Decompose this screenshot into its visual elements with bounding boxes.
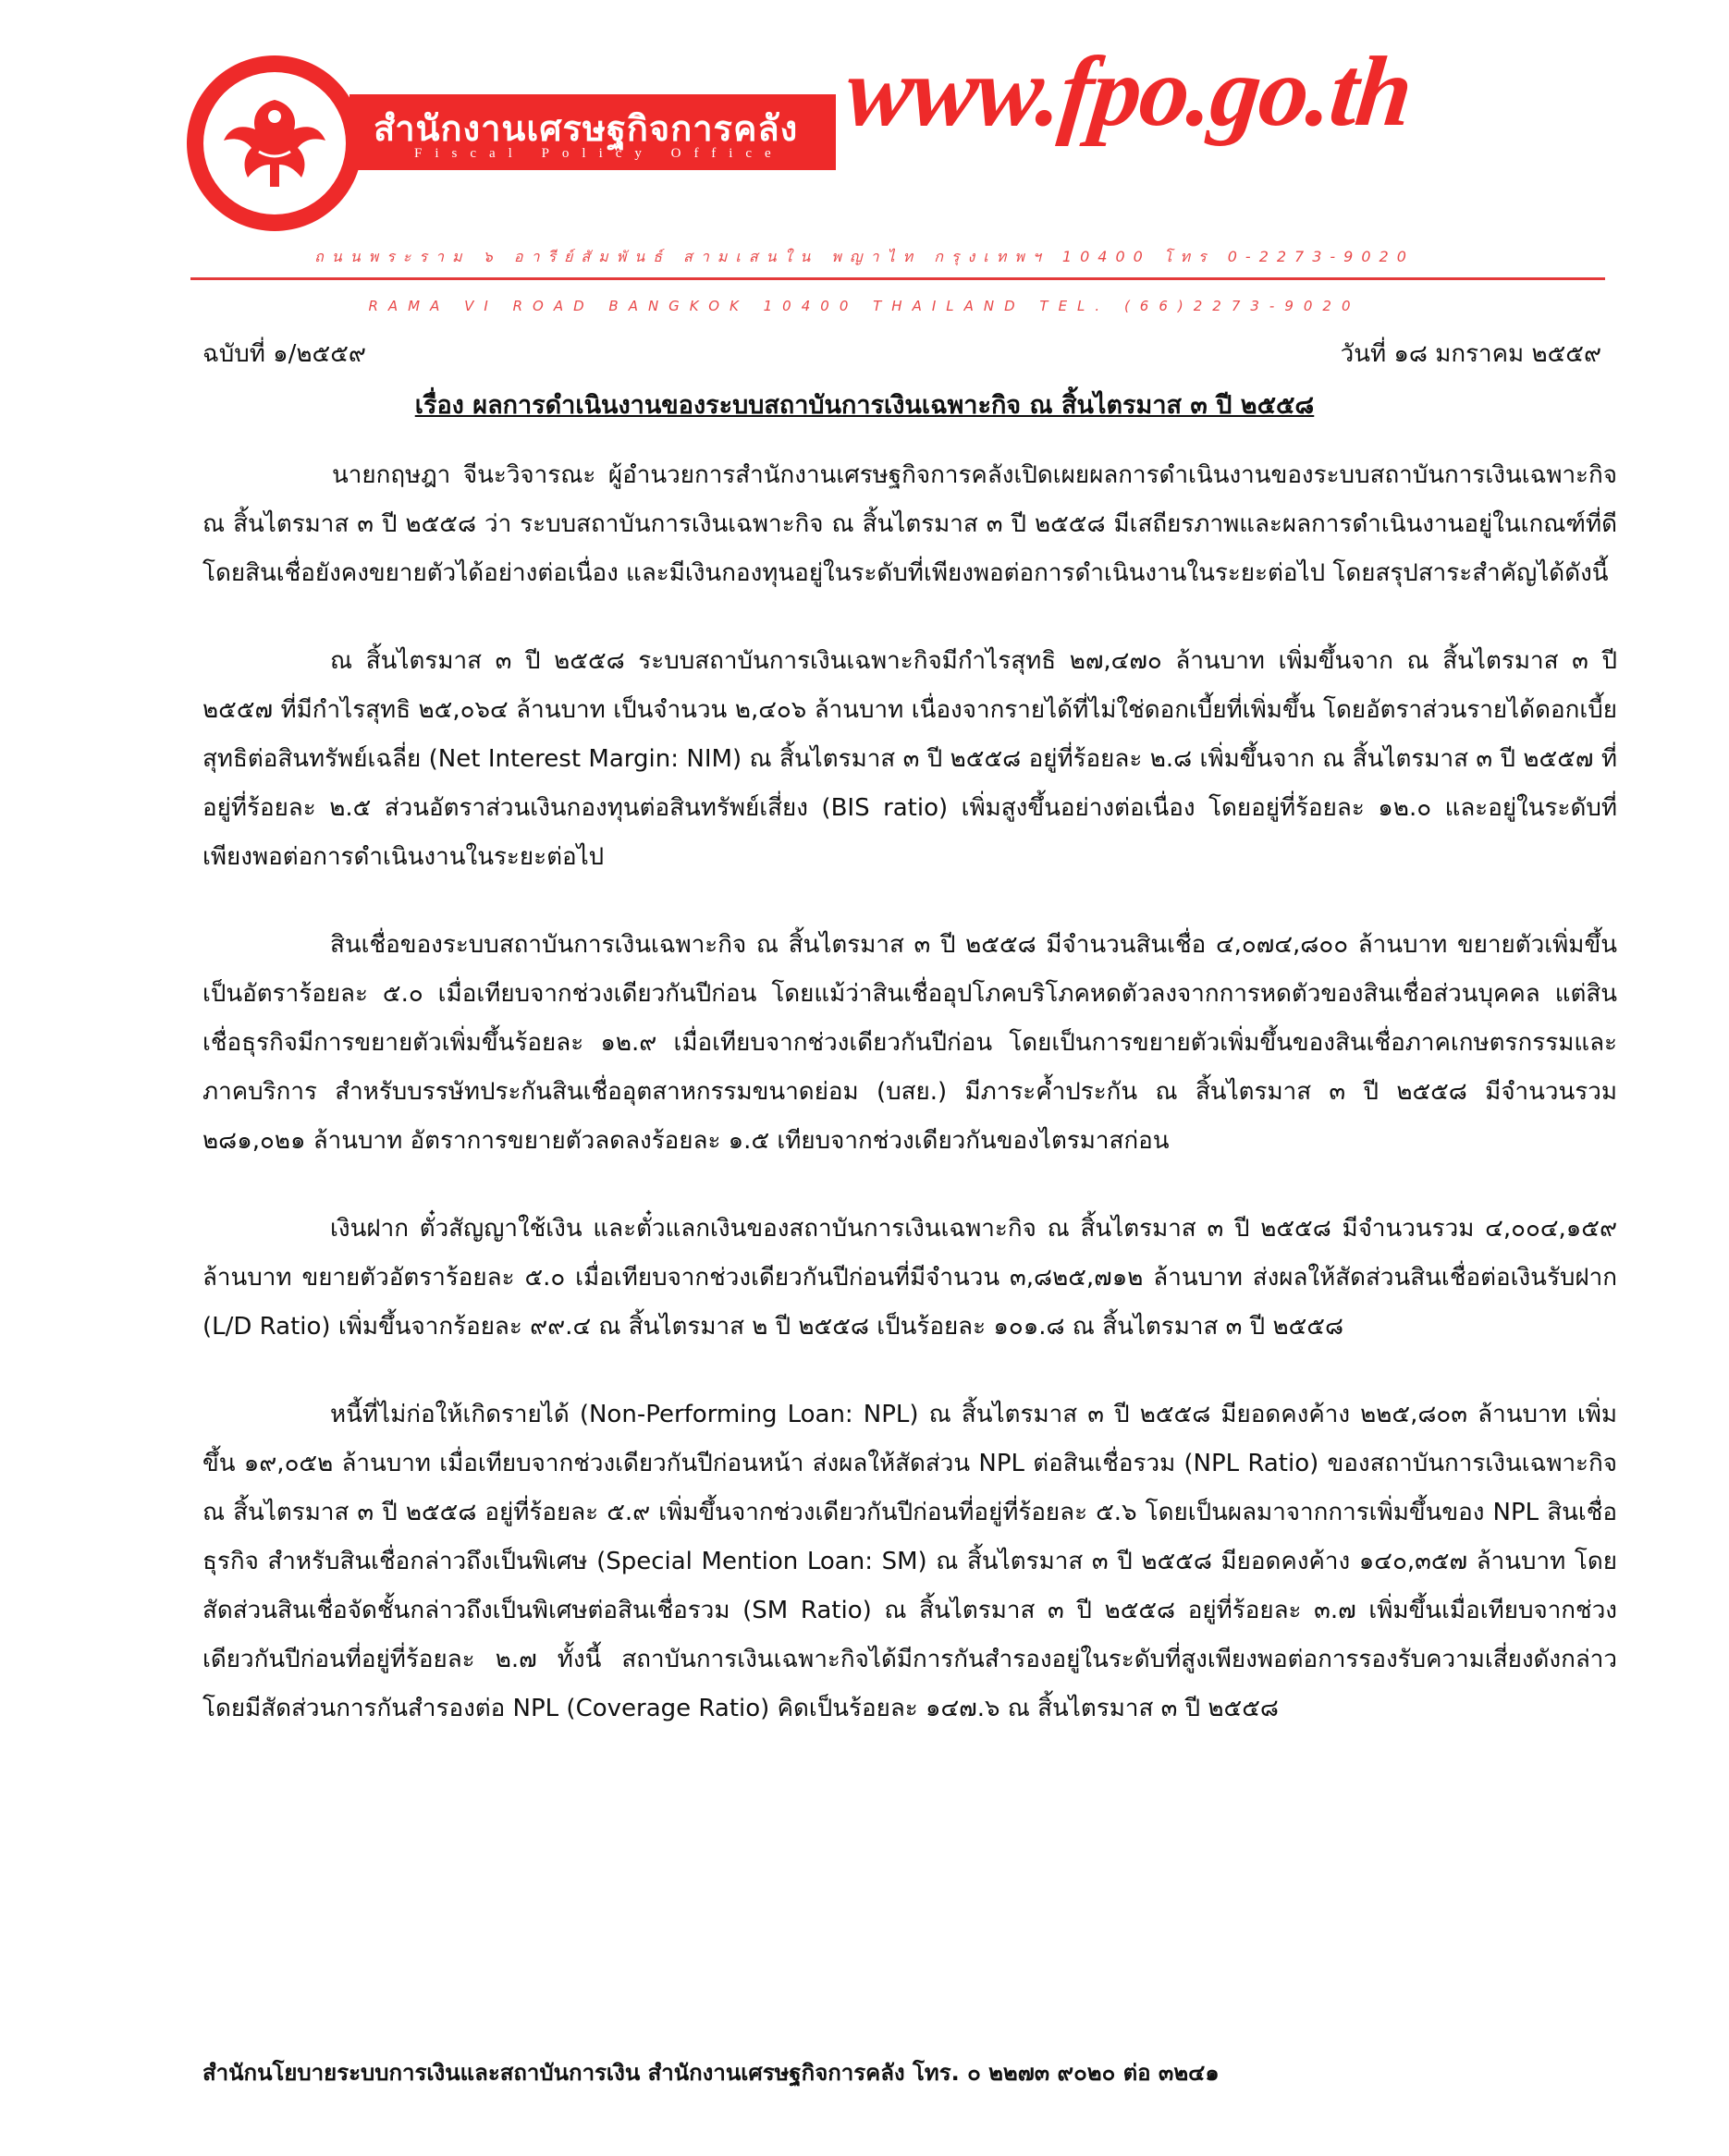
issue-date: วันที่ ๑๘ มกราคม ๒๕๕๙ [1340,340,1601,368]
garuda-icon [203,72,346,214]
paragraph-profit: ณ สิ้นไตรมาส ๓ ปี ๒๕๕๘ ระบบสถาบันการเงินเฉพาะกิจมีกำไรสุทธิ ๒๗,๔๗๐ ล้านบาท เพิ่มขึ้นจาก ณ สิ้นไตรมาส ๓ ปี ๒๕๕๗ ที่มีกำไรสุทธิ ๒๕,๐๖๔ ล้านบาท เป็นจำนวน ๒,๔๐๖ ล้านบาท เนื่องจากรายได้ที่ไม่ใช่ดอกเบี้ยที่เพิ่มขึ้น โดยอัตราส่วนรายได้ดอกเบี้ยสุทธิต่อสินทรัพย์เฉลี่ย (Net Interest Margin: NIM) ณ สิ้นไตรมาส ๓ ปี ๒๕๕๘ อยู่ที่ร้อยละ ๒.๘ เพิ่มขึ้นจาก ณ สิ้นไตรมาส ๓ ปี ๒๕๕๗ ที่อยู่ที่ร้อยละ ๒.๕ ส่วนอัตราส่วนเงินกองทุนต่อสินทรัพย์เสี่ยง (BIS ratio) เพิ่มสูงขึ้นอย่างต่อเนื่อง โดยอยู่ที่ร้อยละ ๑๒.๐ และอยู่ในระดับที่เพียงพอต่อการดำเนินงานในระยะต่อไป [202,647,1617,871]
footer-contact: สำนักนโยบายระบบการเงินและสถาบันการเงิน สำนักงานเศรษฐกิจการคลัง โทร. ๐ ๒๒๗๓ ๙๐๒๐ ต่อ ๓๒๔๑ [202,2060,1220,2086]
document-body [202,451,1617,1772]
org-name-thai: สำนักงานเศรษฐกิจการคลัง [374,108,799,149]
website-url: www.fpo.go.th [840,37,1416,147]
org-banner [349,94,836,170]
paragraph-npl: หนี้ที่ไม่ก่อให้เกิดรายได้ (Non-Performing Loan: NPL) ณ สิ้นไตรมาส ๓ ปี ๒๕๕๘ มียอดคงค้าง ๒๒๕,๘๐๓ ล้านบาท เพิ่มขึ้น ๑๙,๐๕๒ ล้านบาท เมื่อเทียบจากช่วงเดียวกันปีก่อนหน้า ส่งผลให้สัดส่วน NPL ต่อสินเชื่อรวม (NPL Ratio) ของสถาบันการเงินเฉพาะกิจ ณ สิ้นไตรมาส ๓ ปี ๒๕๕๘ อยู่ที่ร้อยละ ๕.๙ เพิ่มขึ้นจากช่วงเดียวกันปีก่อนที่อยู่ที่ร้อยละ ๕.๖ โดยเป็นผลมาจากการเพิ่มขึ้นของ NPL สินเชื่อธุรกิจ สำหรับสินเชื่อกล่าวถึงเป็นพิเศษ (Special Mention Loan: SM) ณ สิ้นไตรมาส ๓ ปี ๒๕๕๘ มียอดคงค้าง ๑๔๐,๓๕๗ ล้านบาท โดยสัดส่วนสินเชื่อจัดชั้นกล่าวถึงเป็นพิเศษต่อสินเชื่อรวม (SM Ratio) ณ สิ้นไตรมาส ๓ ปี ๒๕๕๘ อยู่ที่ร้อยละ ๓.๗ เพิ่มขึ้นเมื่อเทียบจากช่วงเดียวกันปีก่อนที่อยู่ที่ร้อยละ ๒.๗ ทั้งนี้ สถาบันการเงินเฉพาะกิจได้มีการกันสำรองอยู่ในระดับที่สูงเพียงพอต่อการรองรับความเสี่ยงดังกล่าว โดยมีสัดส่วนการกันสำรองต่อ NPL (Coverage Ratio) คิดเป็นร้อยละ ๑๔๗.๖ ณ สิ้นไตรมาส ๓ ปี ๒๕๕๘ [202,1401,1617,1722]
document-subject: เรื่อง ผลการดำเนินงานของระบบสถาบันการเงินเฉพาะกิจ ณ สิ้นไตรมาส ๓ ปี ๒๕๕๘ [414,391,1315,420]
address-english: RAMA VI ROAD BANGKOK 10400 THAILAND TEL. (66)2273-9020 [368,298,1361,314]
org-name-english: Fiscal Policy Office [414,146,784,161]
address-thai: ถนนพระราม ๖ อารีย์สัมพันธ์ สามเสนใน พญาไท กรุงเทพฯ 10400 โทร 0-2273-9020 [314,248,1415,265]
paragraph-intro: นายกฤษฎา จีนะวิจารณะ ผู้อำนวยการสำนักงานเศรษฐกิจการคลังเปิดเผยผลการดำเนินงานของระบบสถาบันการเงินเฉพาะกิจ ณ สิ้นไตรมาส ๓ ปี ๒๕๕๘ ว่า ระบบสถาบันการเงินเฉพาะกิจ ณ สิ้นไตรมาส ๓ ปี ๒๕๕๘ มีเสถียรภาพและผลการดำเนินงานอยู่ในเกณฑ์ที่ดี โดยสินเชื่อยังคงขยายตัวได้อย่างต่อเนื่อง และมีเงินกองทุนอยู่ในระดับที่เพียงพอต่อการดำเนินงานในระยะต่อไป โดยสรุปสาระสำคัญได้ดังนี้ [202,461,1617,587]
fpo-logo [187,55,362,231]
issue-number: ฉบับที่ ๑/๒๕๕๙ [202,340,366,368]
paragraph-deposits: เงินฝาก ตั๋วสัญญาใช้เงิน และตั๋วแลกเงินของสถาบันการเงินเฉพาะกิจ ณ สิ้นไตรมาส ๓ ปี ๒๕๕๘ มีจำนวนรวม ๔,๐๐๔,๑๕๙ ล้านบาท ขยายตัวอัตราร้อยละ ๕.๐ เมื่อเทียบจากช่วงเดียวกันปีก่อนที่มีจำนวน ๓,๘๒๕,๗๑๒ ล้านบาท ส่งผลให้สัดส่วนสินเชื่อต่อเงินรับฝาก (L/D Ratio) เพิ่มขึ้นจากร้อยละ ๙๙.๔ ณ สิ้นไตรมาส ๒ ปี ๒๕๕๘ เป็นร้อยละ ๑๐๑.๘ ณ สิ้นไตรมาส ๓ ปี ๒๕๕๘ [202,1215,1617,1341]
paragraph-loans: สินเชื่อของระบบสถาบันการเงินเฉพาะกิจ ณ สิ้นไตรมาส ๓ ปี ๒๕๕๘ มีจำนวนสินเชื่อ ๔,๐๗๔,๘๐๐ ล้านบาท ขยายตัวเพิ่มขึ้นเป็นอัตราร้อยละ ๕.๐ เมื่อเทียบจากช่วงเดียวกันปีก่อน โดยแม้ว่าสินเชื่ออุปโภคบริโภคหดตัวลงจากการหดตัวของสินเชื่อส่วนบุคคล แต่สินเชื่อธุรกิจมีการขยายตัวเพิ่มขึ้นร้อยละ ๑๒.๙ เมื่อเทียบจากช่วงเดียวกันปีก่อน โดยเป็นการขยายตัวเพิ่มขึ้นของสินเชื่อภาคเกษตรกรรมและภาคบริการ สำหรับบรรษัทประกันสินเชื่ออุตสาหกรรมขนาดย่อม (บสย.) มีภาระค้ำประกัน ณ สิ้นไตรมาส ๓ ปี ๒๕๕๘ มีจำนวนรวม ๒๘๑,๐๒๑ ล้านบาท อัตราการขยายตัวลดลงร้อยละ ๑.๕ เทียบจากช่วงเดียวกันของไตรมาสก่อน [202,931,1618,1155]
garuda-emblem [203,72,346,214]
header-divider [190,277,1605,280]
